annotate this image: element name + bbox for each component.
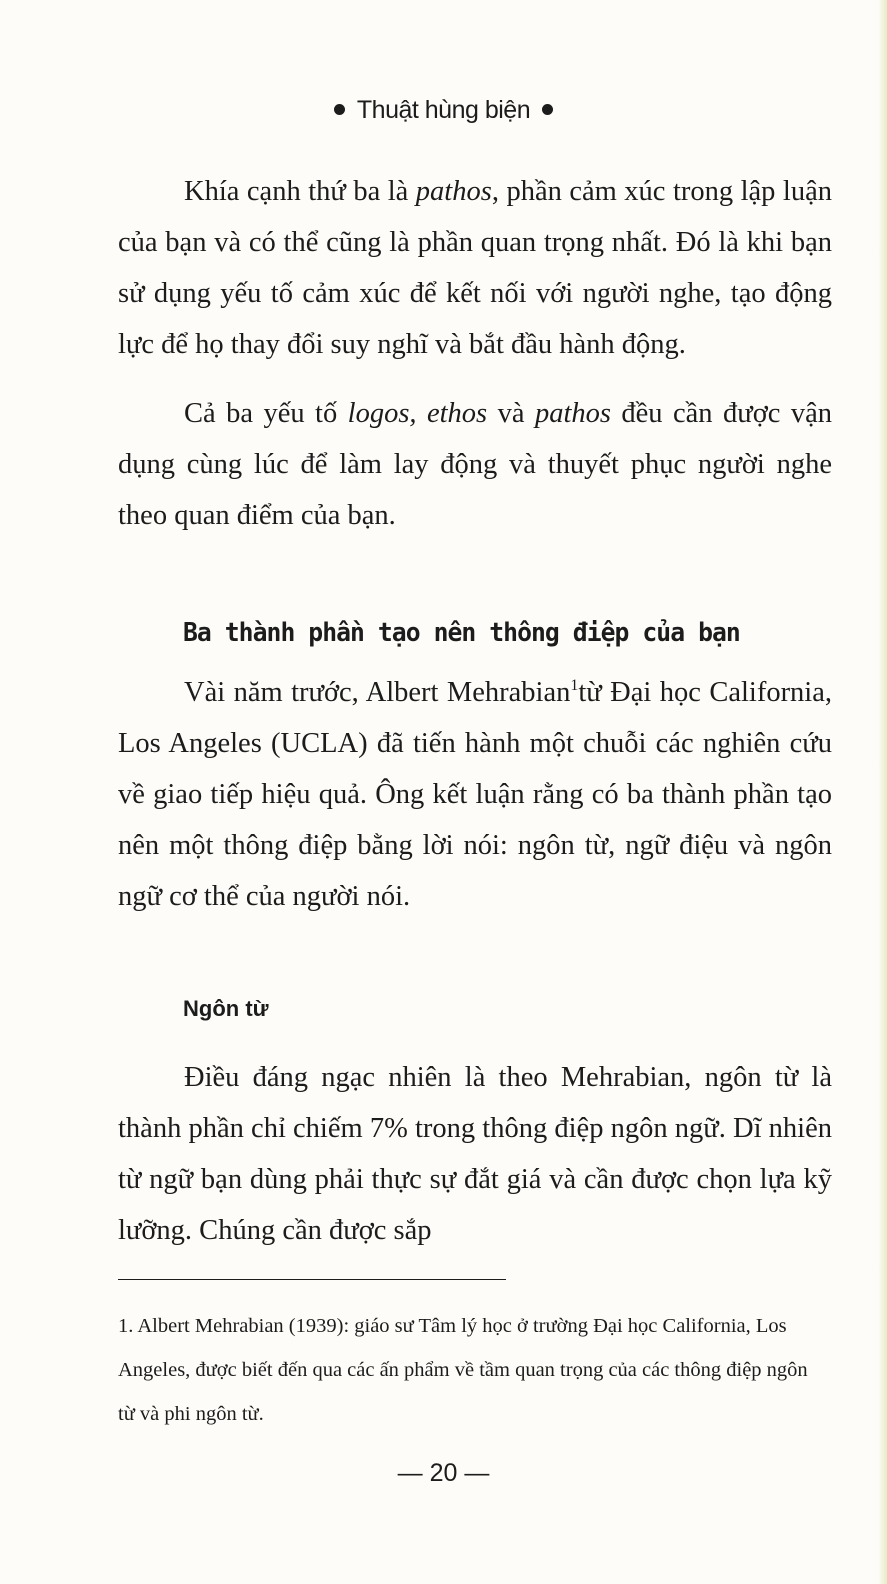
body-block-1: [118, 166, 832, 541]
paragraph-text: và: [487, 398, 535, 429]
page-edge: [878, 0, 887, 1584]
paragraph: [118, 166, 832, 370]
paragraph-text: Cả ba yếu tố: [184, 398, 348, 429]
paragraph: [118, 667, 832, 922]
paragraph: [118, 388, 832, 541]
subsection-heading: Ngôn từ: [183, 996, 269, 1021]
running-header: [0, 96, 887, 125]
paragraph: Điều đáng ngạc nhiên là theo Mehrabian, ngôn từ là thành phần chỉ chiếm 7% trong thông điệp ngôn ngữ. Dĩ nhiên từ ngữ bạn dùng phải thực sự đắt giá và cần được chọn lựa kỹ lưỡng. Chúng cần được sắp: [118, 1062, 832, 1246]
body-block-3: [118, 1052, 832, 1256]
footnote-divider: [118, 1279, 506, 1280]
paragraph-text: , phần cảm xúc trong lập luận của bạn và có thể cũng là phần quan trọng nhất. Đó là khi bạn sử dụng yếu tố cảm xúc để kết nối với người nghe, tạo động lực để họ thay đổi suy nghĩ và bắt đầu hành động.: [118, 176, 832, 360]
body-block-2: [118, 667, 832, 922]
section-heading: Ba thành phần tạo nên thông điệp của bạn: [183, 618, 740, 648]
italic-term: logos, ethos: [347, 398, 488, 429]
running-title: Thuật hùng biện: [356, 96, 531, 124]
italic-term: pathos: [534, 398, 611, 429]
italic-term: pathos: [415, 176, 492, 207]
bullet-icon: [542, 104, 553, 115]
paragraph-text: đều cần được vận dụng cùng lúc để làm lay động và thuyết phục người nghe theo quan điểm của bạn.: [118, 398, 833, 531]
footnote-marker: 1: [570, 677, 579, 694]
bullet-icon: [334, 104, 345, 115]
paragraph-text: Khía cạnh thứ ba là: [184, 176, 416, 207]
footnote: 1. Albert Mehrabian (1939): giáo sư Tâm lý học ở trường Đại học California, Los Angeles, được biết đến qua các ấn phẩm về tầm quan trọng của các thông điệp ngôn từ và phi ngôn từ.: [118, 1315, 808, 1425]
page-number: — 20 —: [397, 1459, 490, 1487]
paragraph-text: từ Đại học California, Los Angeles (UCLA) đã tiến hành một chuỗi các nghiên cứu về giao tiếp hiệu quả. Ông kết luận rằng có ba thành phần tạo nên một thông điệp bằng lời nói: ngôn từ, ngữ điệu và ngôn ngữ cơ thể của người nói.: [118, 677, 832, 912]
paragraph-text: Vài năm trước, Albert Mehrabian: [184, 677, 571, 708]
